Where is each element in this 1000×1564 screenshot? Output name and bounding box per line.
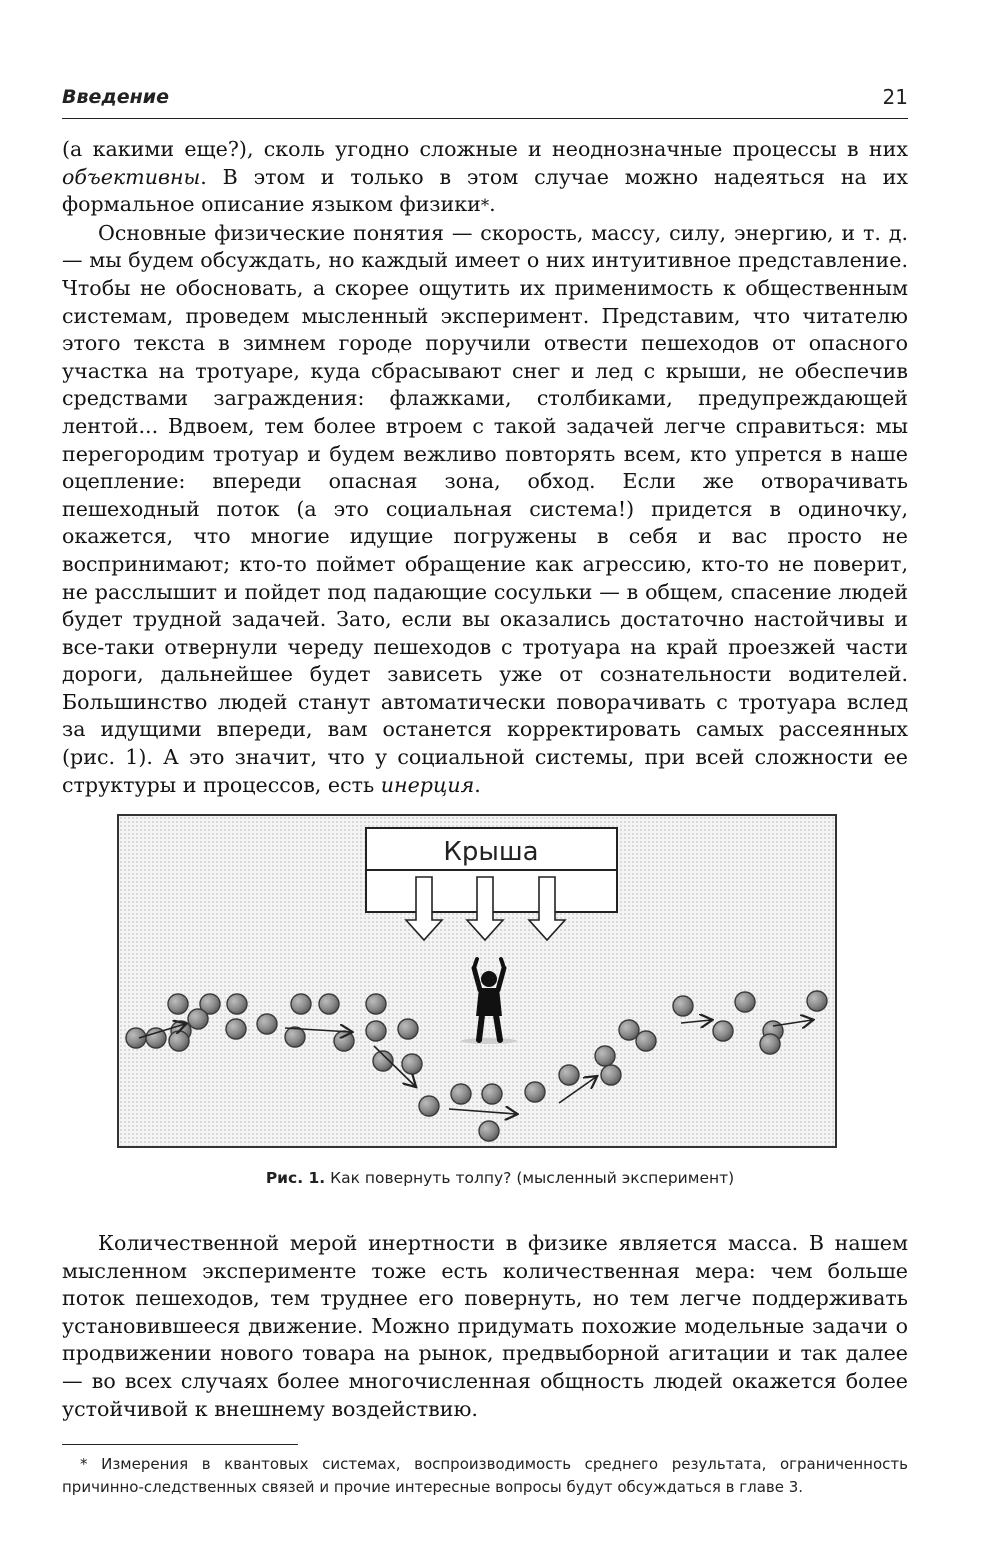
paragraph-2-italic: инерция bbox=[380, 772, 475, 797]
pedestrian-dot bbox=[636, 1031, 656, 1051]
paragraph-1 bbox=[62, 136, 908, 220]
paragraph-2-text-2: . bbox=[474, 772, 481, 797]
falling-arrows bbox=[406, 877, 565, 940]
pedestrian-dot bbox=[126, 1028, 146, 1048]
pedestrian-dot bbox=[479, 1121, 499, 1141]
pedestrian-dot bbox=[168, 994, 188, 1014]
pedestrian-dot bbox=[398, 1019, 418, 1039]
pedestrian-dot bbox=[291, 994, 311, 1014]
footnote-mark: * bbox=[80, 1455, 88, 1473]
pedestrian-dot bbox=[257, 1014, 277, 1034]
pedestrian-dot bbox=[619, 1020, 639, 1040]
caption-label: Рис. 1. bbox=[265, 1169, 326, 1187]
paragraph-2 bbox=[62, 220, 908, 799]
paragraph-2-text: Основные физические понятия — скорость, массу, силу, энергию, и т. д. — мы будем обсуждать, но каждый имеет о них интуитивное представление. Чтобы не обосновать, а скорее ощутить их применимость к общественным системам, проведем мысленный эксперимент. Представим, что читателю этого текста в зимнем городе поручили отвести пешеходов от опасного участка на тротуаре, куда сбрасывают снег и лед с крыши, не обеспечив средствами заграждения: флажками, столбиками, предупреждающей лентой... Вдвоем, тем более втроем с такой задачей легче справиться: мы перегородим тротуар и будем вежливо повторять всем, кто упрется в наше оцепление: впереди опасная зона, обход. Если же отворачивать пешеходный поток (а это социальная система!) придется в одиночку, окажется, что многие идущие погружены в себя и вас просто не воспринимают; кто-то поймет обращение как агрессию, кто-то не поверит, не расслышит и пойдет под падающие сосульки — в общем, спасение людей будет трудной задачей. Зато, если вы оказались достаточно настойчивы и все-таки отвернули череду пешеходов с тротуара на край проезжей части дороги, дальнейшее будет зависеть уже от сознательности водителей. Большинство людей станут автоматически поворачивать с тротуара вслед за идущими впереди, вам останется корректировать самых рассеянных (рис. 1). А это значит, что у социальной системы, при всей сложности ее структуры и процессов, есть bbox=[62, 220, 908, 797]
pedestrian-dot bbox=[601, 1065, 621, 1085]
paragraph-1-text-3: . bbox=[489, 192, 496, 217]
page-number: 21 bbox=[882, 85, 908, 109]
paragraph-1-text-2: . В этом и только в этом случае можно надеяться на их формальное описание языком физики bbox=[62, 164, 908, 217]
running-title: Введение bbox=[62, 86, 169, 108]
pedestrian-dot bbox=[169, 1031, 189, 1051]
pedestrian-dot bbox=[227, 994, 247, 1014]
figure-illustration bbox=[119, 816, 839, 1150]
pedestrian-dot bbox=[226, 1019, 246, 1039]
pedestrian-dot bbox=[334, 1031, 354, 1051]
flow-arrow bbox=[681, 1020, 711, 1023]
footnote-divider bbox=[62, 1444, 298, 1445]
pedestrian-dot bbox=[735, 992, 755, 1012]
paragraph-3: Количественной мерой инертности в физике является масса. В нашем мысленном эксперименте тоже есть количественная мера: чем больше поток пешеходов, тем труднее его повернуть, но тем легче поддерживать установившееся движение. Можно придумать похожие модельные задачи о продвижении нового товара на рынок, предвыборной агитации и так далее — во всех случаях более многочисленная общность людей окажется более устойчивой к внешнему воздействию. bbox=[62, 1231, 908, 1421]
footnote-text: Измерения в квантовых системах, воспроизводимость среднего результата, ограниченность причинно-следственных связей и прочие интересные вопросы будут обсуждаться в главе 3. bbox=[62, 1455, 908, 1496]
main-text bbox=[62, 136, 908, 799]
pedestrian-dot bbox=[285, 1027, 305, 1047]
roof-label: Крыша bbox=[443, 837, 539, 867]
pedestrian-dot bbox=[713, 1021, 733, 1041]
figure-1 bbox=[117, 814, 837, 1148]
paragraph-1-italic: объективны bbox=[62, 164, 201, 189]
figure-caption bbox=[0, 1169, 1000, 1187]
pedestrian-dot bbox=[807, 991, 827, 1011]
main-text-continued bbox=[62, 1230, 908, 1423]
flow-arrow bbox=[449, 1109, 516, 1114]
caption-text: Как повернуть толпу? (мысленный эксперимент) bbox=[330, 1169, 735, 1187]
running-header bbox=[62, 84, 908, 119]
pedestrian-dot bbox=[595, 1046, 615, 1066]
pedestrian-dot bbox=[482, 1084, 502, 1104]
footnote-reference: * bbox=[480, 196, 490, 216]
pedestrian-dot bbox=[319, 994, 339, 1014]
person-figure bbox=[461, 959, 517, 1044]
pedestrian-dot bbox=[451, 1084, 471, 1104]
pedestrian-dot bbox=[525, 1082, 545, 1102]
pedestrian-dot bbox=[419, 1096, 439, 1116]
pedestrian-dot bbox=[366, 994, 386, 1014]
pedestrian-dot bbox=[366, 1021, 386, 1041]
pedestrian-dot bbox=[188, 1009, 208, 1029]
pedestrian-dot bbox=[559, 1065, 579, 1085]
pedestrian-dot bbox=[673, 996, 693, 1016]
footnote bbox=[62, 1453, 908, 1499]
pedestrian-dot bbox=[760, 1034, 780, 1054]
pedestrian-dot bbox=[402, 1054, 422, 1074]
paragraph-1-text: (а какими еще?), сколь угодно сложные и неоднозначные процессы в них bbox=[62, 137, 908, 161]
